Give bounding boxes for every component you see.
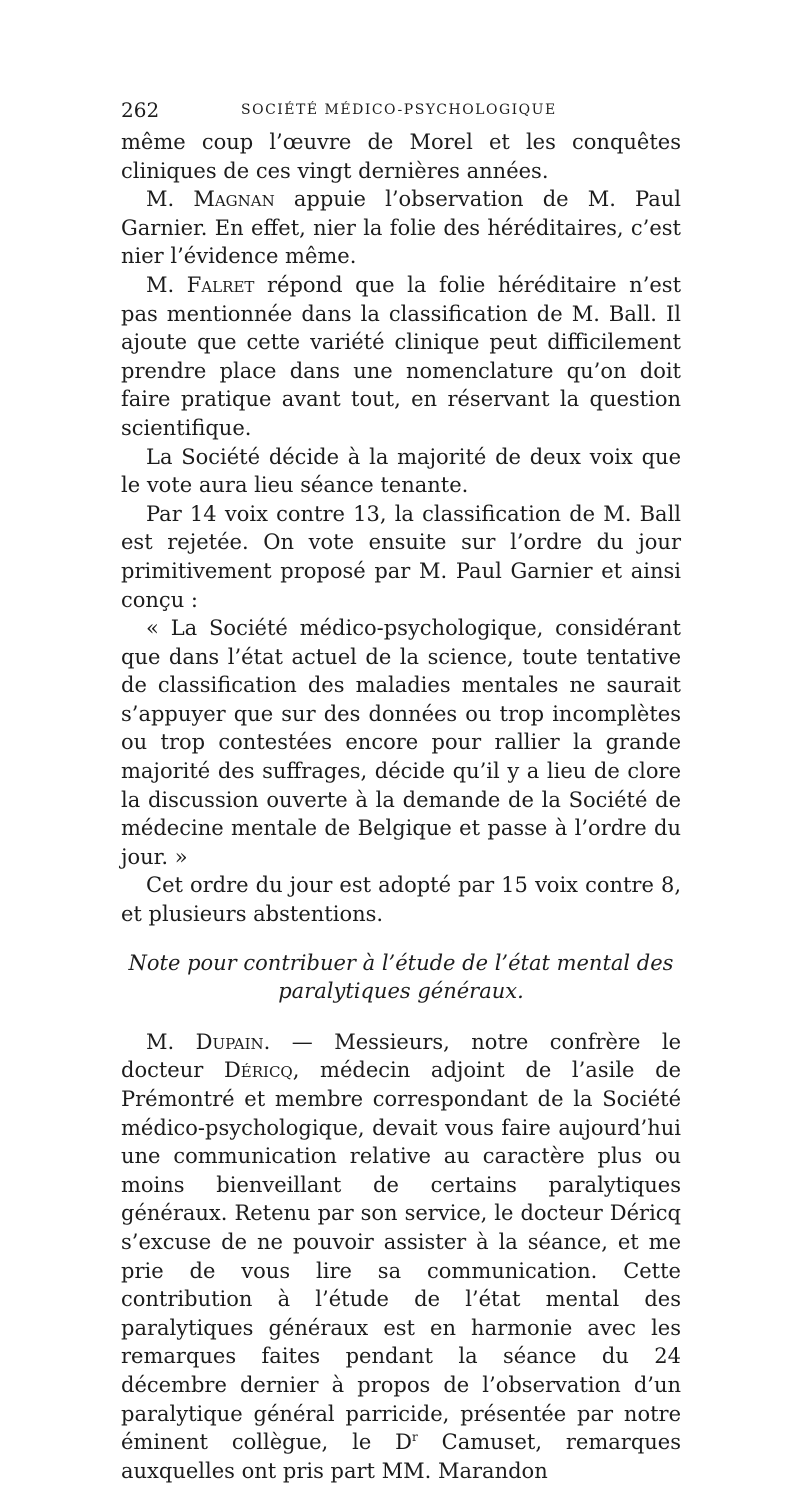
paragraph-vote-decision: [121, 443, 681, 500]
paragraph-text: La Société décide à la majorité de deux voix que le vote aura lieu séance tenante.: [121, 444, 681, 498]
section-title: Note pour contribuer à l’étude de l’état mental des paralytiques généraux.: [128, 950, 674, 1004]
paragraph-dupain: [121, 1028, 681, 1485]
paragraph-text: , médecin adjoint de l’asile de Prémontré et membre correspondant de la Société médico-psychologique, devait vous faire aujourd’hui une communication relative au caractère plus ou moins bienveillant de certains paralytiques généraux. Retenu par son service, le docteur Déricq s’excuse de ne pouvoir assister à la séance, et me prie de vous lire sa communication. Cette contribution à l’étude de l’état mental des paralytiques généraux est en harmonie avec les remarques faites pendant la séance du 24 décembre dernier à propos de l’observation d’un paralytique général parricide, présentée par notre éminent collègue, le: [121, 1058, 681, 1455]
running-head: SOCIÉTÉ MÉDICO-PSYCHOLOGIQUE: [241, 102, 557, 118]
paragraph-continuation: [121, 128, 681, 185]
paragraph-text: même coup l’œuvre de Morel et les conquêtes cliniques de ces vingt dernières années.: [121, 130, 681, 183]
title-abbreviation: D: [395, 1430, 412, 1455]
book-page: [121, 98, 681, 1485]
speaker-name: M. Magnan: [146, 187, 275, 212]
paragraph-text: répond que la folie héréditaire n’est pas mentionnée dans la classification de M. Ball. Il ajoute que cette variété clinique peut difficilement prendre place dans une nomenclature qu’on doit faire pratique avant tout, en réservant la question scientifique.: [121, 272, 682, 440]
paragraph-falret: [121, 271, 681, 443]
person-name: Déricq: [223, 1058, 293, 1083]
paragraph-adoption: [121, 871, 681, 928]
speaker-name: M. Dupain.: [146, 1029, 271, 1054]
speaker-name: M. Falret: [146, 272, 255, 297]
paragraph-text: appuie l’observation de M. Paul Garnier. En effet, nier la folie des héréditaires, c’est nier l’évidence même.: [121, 187, 681, 269]
paragraph-text: — Messieurs, notre confrère le docteur: [121, 1029, 681, 1083]
paragraph-text: Cet ordre du jour est adopté par 15 voix contre 8, et plusieurs abstentions.: [121, 873, 681, 927]
paragraph-text: « La Société médico-psychologique, considérant que dans l’état actuel de la science, toute tentative de classification des maladies mentales ne saurait s’appuyer que sur des données ou trop incomplètes ou trop contestées encore pour rallier la grande majorité des suffrages, décide qu’il y a lieu de clore la discussion ouverte à la demande de la Société de médecine mentale de Belgique et passe à l’ordre du jour. »: [121, 616, 681, 869]
title-superscript: r: [412, 1430, 418, 1445]
paragraph-quoted-motion: [121, 614, 681, 871]
paragraph-text: Camuset, remarques auxquelles ont pris part MM. Marandon: [121, 1430, 681, 1483]
page-number: 262: [121, 98, 160, 122]
paragraph-text: Par 14 voix contre 13, la classification de M. Ball est rejetée. On vote ensuite sur l’ordre du jour primitivement proposé par M. Paul Garnier et ainsi conçu :: [121, 501, 681, 612]
body-text: [121, 128, 681, 1485]
paragraph-vote-result: [121, 500, 681, 614]
paragraph-magnan: [121, 185, 681, 271]
page-header: [121, 98, 681, 128]
